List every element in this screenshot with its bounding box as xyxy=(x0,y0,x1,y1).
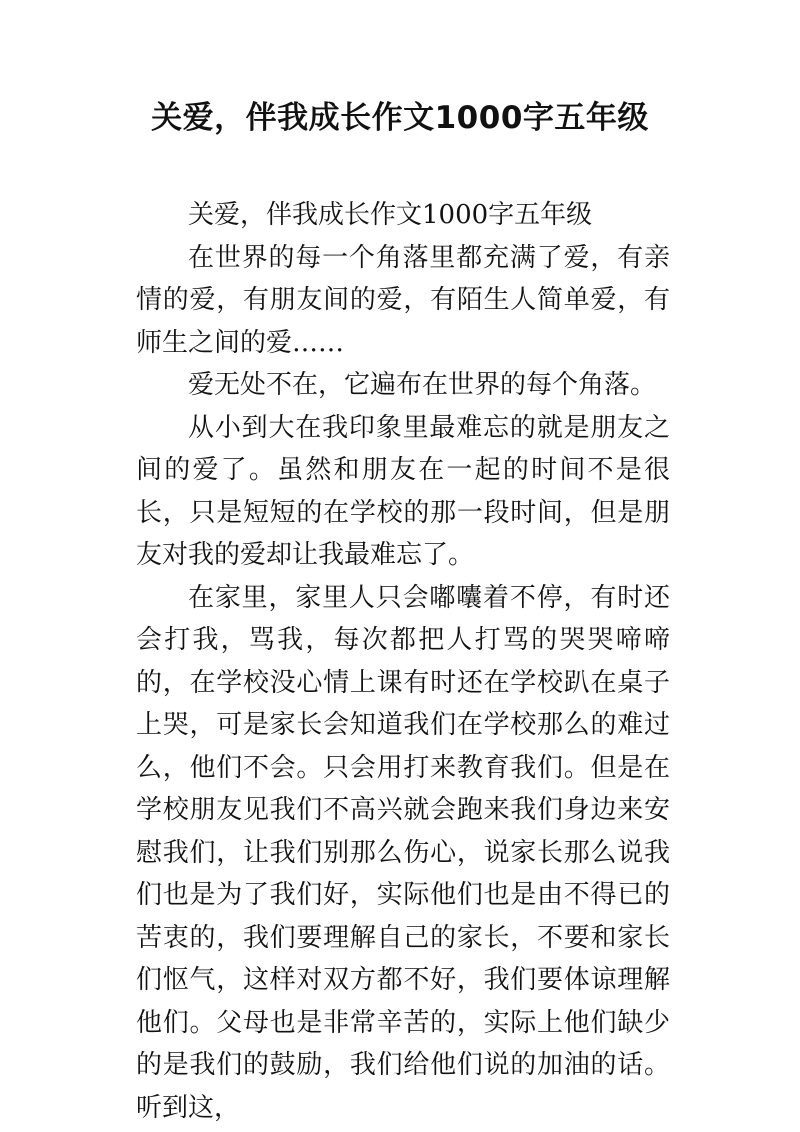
paragraph-friendship: 从小到大在我印象里最难忘的就是朋友之间的爱了。虽然和朋友在一起的时间不是很长，只是短短的在学校的那一段时间，但是朋友对我的爱却让我最难忘了。 xyxy=(136,412,670,570)
paragraph-intro: 在世界的每一个角落里都充满了爱，有亲情的爱，有朋友间的爱，有陌生人简单爱，有师生之间的爱…… xyxy=(136,242,670,358)
paragraph-home-and-school: 在家里，家里人只会嘟囔着不停，有时还会打我，骂我，每次都把人打骂的哭哭啼啼的，在学校没心情上课有时还在学校趴在桌子上哭，可是家长会知道我们在学校那么的难过么，他们不会。只会用打来教育我们。但是在学校朋友见我们不高兴就会跑来我们身边来安慰我们，让我们别那么伤心，说家长那么说我们也是为了我们好，实际他们也是由不得已的苦衷的，我们要理解自己的家长，不要和家长们怄气，这样对双方都不好，我们要体谅理解他们。父母也是非常辛苦的，实际上他们缺少的是我们的鼓励，我们给他们说的加油的话。听到这， xyxy=(136,582,670,1123)
document-body xyxy=(136,194,670,1129)
paragraph-subtitle: 关爱，伴我成长作文1000字五年级 xyxy=(188,200,593,230)
document-title: 关爱，伴我成长作文1000字五年级 xyxy=(151,100,649,136)
paragraph-love-everywhere: 爱无处不在，它遍布在世界的每个角落。 xyxy=(188,370,657,400)
